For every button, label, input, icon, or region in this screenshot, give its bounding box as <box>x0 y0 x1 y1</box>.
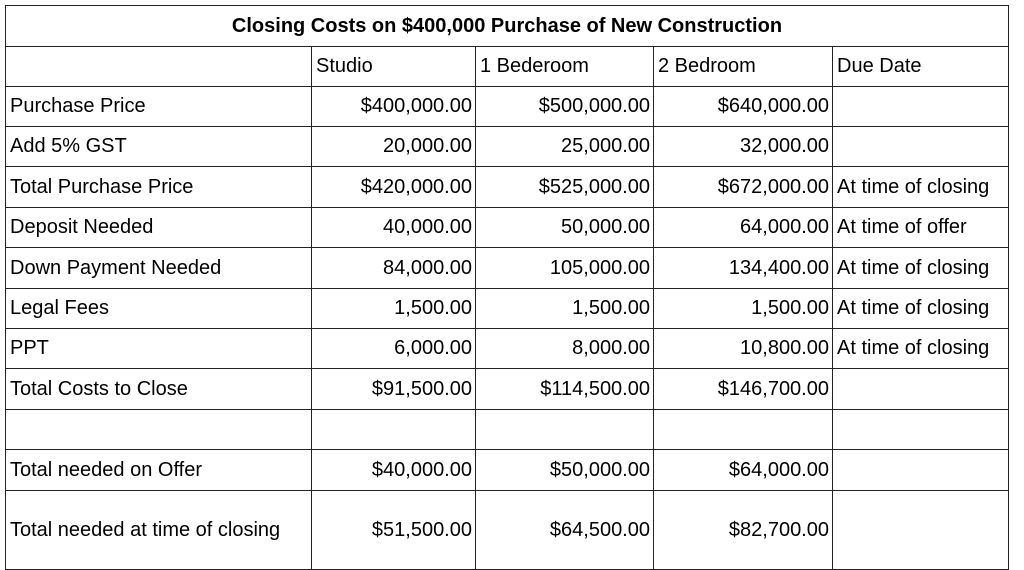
table-row <box>6 491 1009 570</box>
two-bedroom-cell: $82,700.00 <box>654 491 833 570</box>
table-row <box>6 329 1009 369</box>
table-title: Closing Costs on $400,000 Purchase of New Construction <box>6 6 1009 47</box>
table-row <box>6 208 1009 248</box>
table-row <box>6 167 1009 208</box>
one-bedroom-cell: $500,000.00 <box>476 87 654 127</box>
one-bedroom-cell: $64,500.00 <box>476 491 654 570</box>
one-bedroom-cell: 1,500.00 <box>476 289 654 329</box>
two-bedroom-cell: 32,000.00 <box>654 127 833 167</box>
one-bedroom-cell: $525,000.00 <box>476 167 654 208</box>
two-bedroom-cell: 10,800.00 <box>654 329 833 369</box>
table-row <box>6 369 1009 410</box>
due-date-cell <box>833 450 1009 491</box>
due-date-cell <box>833 410 1009 450</box>
studio-cell: $400,000.00 <box>312 87 476 127</box>
two-bedroom-cell: $64,000.00 <box>654 450 833 491</box>
two-bedroom-cell: 1,500.00 <box>654 289 833 329</box>
row-label: Total Purchase Price <box>6 167 312 208</box>
header-cell-label <box>6 47 312 87</box>
row-label: Total needed at time of closing <box>6 491 312 570</box>
one-bedroom-cell: $114,500.00 <box>476 369 654 410</box>
one-bedroom-cell: 50,000.00 <box>476 208 654 248</box>
one-bedroom-cell: 105,000.00 <box>476 248 654 289</box>
header-cell-two-bedroom: 2 Bedroom <box>654 47 833 87</box>
two-bedroom-cell: 134,400.00 <box>654 248 833 289</box>
studio-cell: 6,000.00 <box>312 329 476 369</box>
due-date-cell <box>833 87 1009 127</box>
two-bedroom-cell: $640,000.00 <box>654 87 833 127</box>
row-label: Add 5% GST <box>6 127 312 167</box>
header-cell-studio: Studio <box>312 47 476 87</box>
studio-cell: $420,000.00 <box>312 167 476 208</box>
row-label: Deposit Needed <box>6 208 312 248</box>
row-label: Purchase Price <box>6 87 312 127</box>
due-date-cell: At time of closing <box>833 329 1009 369</box>
row-label: Total Costs to Close <box>6 369 312 410</box>
title-row <box>6 6 1009 47</box>
studio-cell: $51,500.00 <box>312 491 476 570</box>
one-bedroom-cell: 25,000.00 <box>476 127 654 167</box>
two-bedroom-cell: $672,000.00 <box>654 167 833 208</box>
studio-cell <box>312 410 476 450</box>
due-date-cell <box>833 369 1009 410</box>
due-date-cell: At time of offer <box>833 208 1009 248</box>
row-label: PPT <box>6 329 312 369</box>
due-date-cell: At time of closing <box>833 248 1009 289</box>
studio-cell: 20,000.00 <box>312 127 476 167</box>
table-row <box>6 450 1009 491</box>
studio-cell: 84,000.00 <box>312 248 476 289</box>
table-row <box>6 87 1009 127</box>
closing-costs-table <box>5 5 1009 570</box>
table-row <box>6 248 1009 289</box>
row-label: Down Payment Needed <box>6 248 312 289</box>
header-cell-due-date: Due Date <box>833 47 1009 87</box>
one-bedroom-cell: 8,000.00 <box>476 329 654 369</box>
row-label: Legal Fees <box>6 289 312 329</box>
table-row <box>6 410 1009 450</box>
due-date-cell <box>833 491 1009 570</box>
due-date-cell: At time of closing <box>833 289 1009 329</box>
row-label: Total needed on Offer <box>6 450 312 491</box>
studio-cell: 40,000.00 <box>312 208 476 248</box>
two-bedroom-cell: $146,700.00 <box>654 369 833 410</box>
header-cell-one-bedroom: 1 Bederoom <box>476 47 654 87</box>
row-label <box>6 410 312 450</box>
two-bedroom-cell: 64,000.00 <box>654 208 833 248</box>
studio-cell: 1,500.00 <box>312 289 476 329</box>
table-row <box>6 289 1009 329</box>
due-date-cell <box>833 127 1009 167</box>
due-date-cell: At time of closing <box>833 167 1009 208</box>
one-bedroom-cell <box>476 410 654 450</box>
studio-cell: $40,000.00 <box>312 450 476 491</box>
header-row <box>6 47 1009 87</box>
studio-cell: $91,500.00 <box>312 369 476 410</box>
two-bedroom-cell <box>654 410 833 450</box>
table-row <box>6 127 1009 167</box>
one-bedroom-cell: $50,000.00 <box>476 450 654 491</box>
